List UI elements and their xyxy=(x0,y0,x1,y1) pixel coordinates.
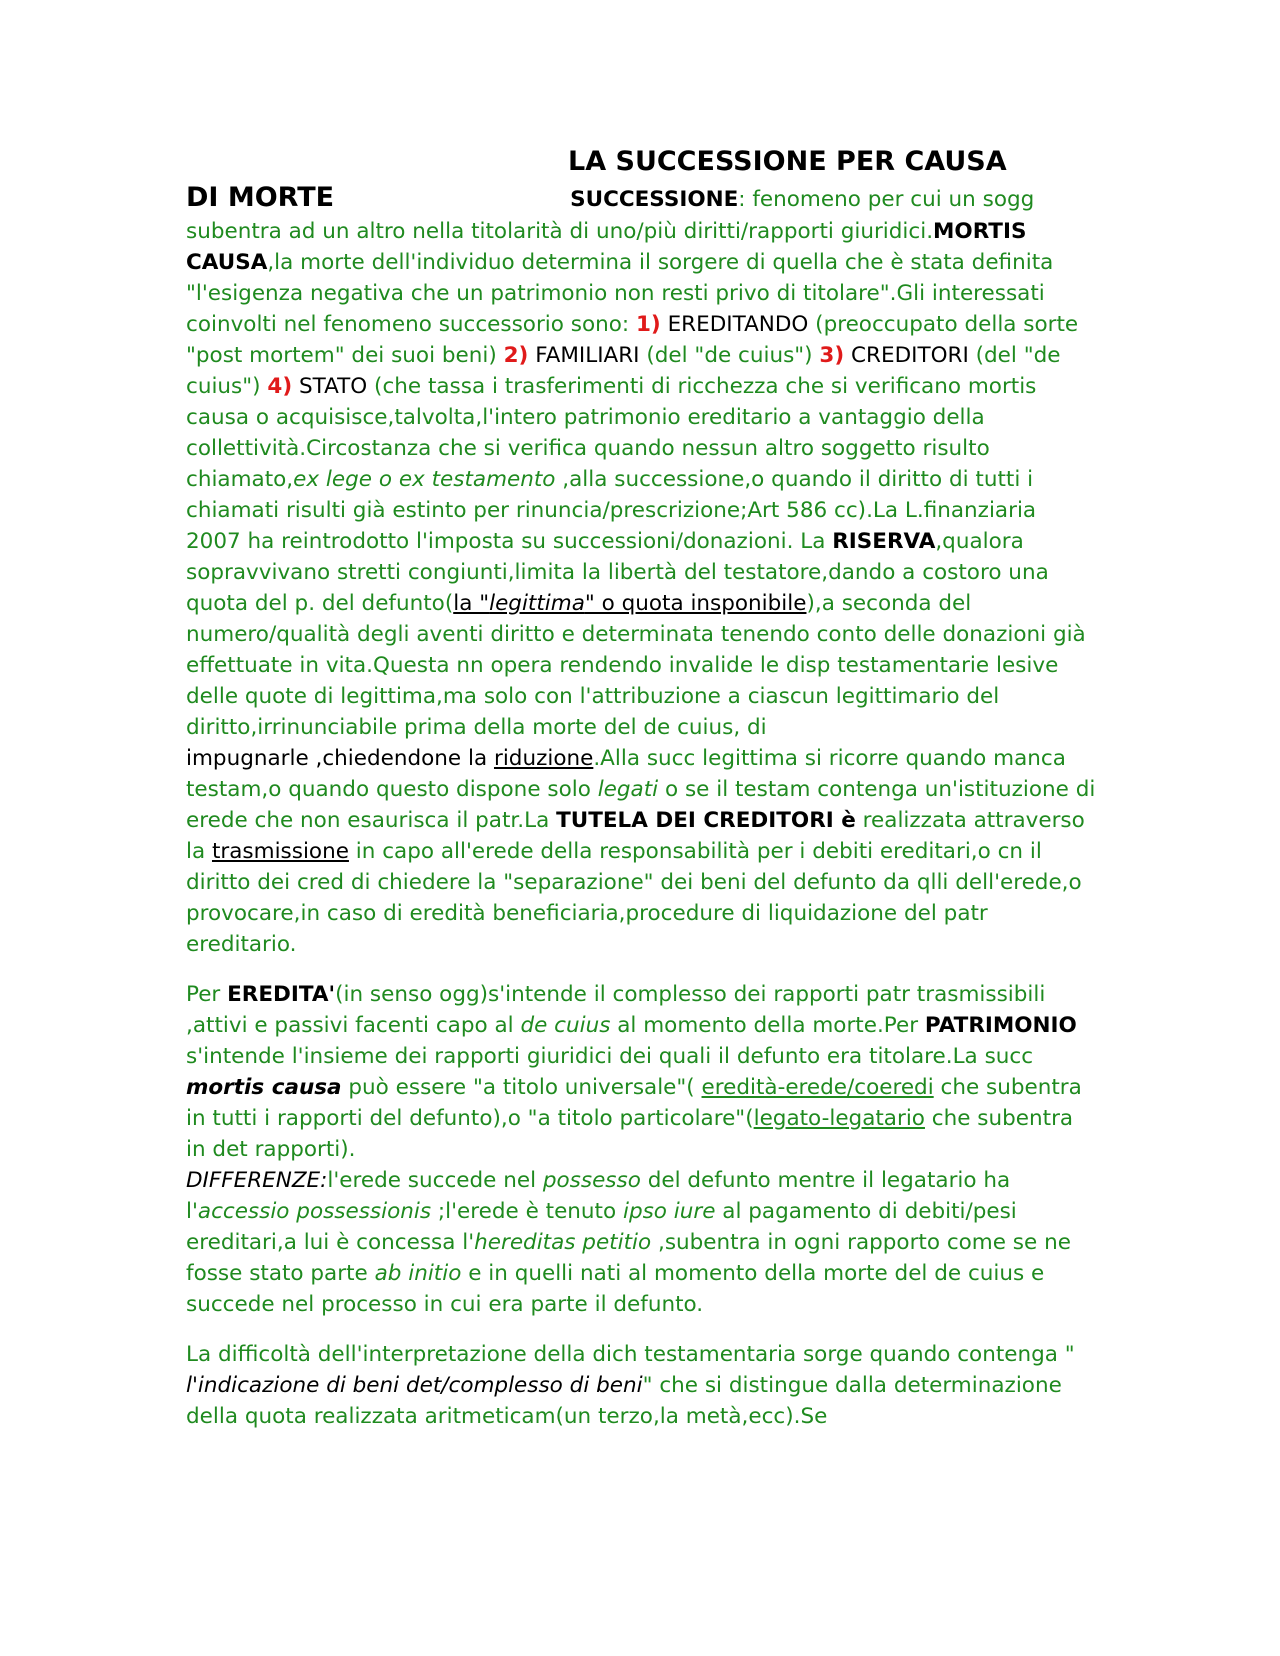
term-successione: SUCCESSIONE xyxy=(570,187,739,212)
title-part-2: DI MORTE xyxy=(186,182,335,213)
paragraph-intro: LA SUCCESSIONE PER CAUSA DI MORTE SUCCESSIONE: fenomeno per cui un sogg subentra ad un altro nella titolarità di uno/più diritti/rapporti giuridici.MORTIS CAUSA,la morte dell'individuo determina il sorgere di quella che è stata definita "l'esigenza negativa che un patrimonio non resti privo di titolare".Gli interessati coinvolti nel fenomeno successorio sono: 1) EREDITANDO (preoccupato della sorte "post mortem" dei suoi beni) 2) FAMILIARI (del "de cuius") 3) CREDITORI (del "de cuius") 4) STATO (che tassa i trasferimenti di ricchezza che si verificano mortis causa o acquisisce,talvolta,l'intero patrimonio ereditario a vantaggio della collettività.Circostanza che si verifica quando nessun altro soggetto risulto chiamato,ex lege o ex testamento ,alla successione,o quando il diritto di tutti i chiamati risulti già estinto per rinuncia/prescrizione;Art 586 cc).La L.finanziaria 2007 ha reintrodotto l'imposta su successioni/donazioni. La RISERVA,qualora sopravvivano stretti congiunti,limita la libertà del testatore,dando a costoro una quota del p. del defunto(la "legittima" o quota insponibile),a seconda del numero/qualità degli aventi diritto e determinata tenendo conto delle donazioni già effettuate in vita.Questa nn opera rendendo invalide le disp testamentarie lesive delle quote di legittima,ma solo con l'attribuzione a ciascun legittimario del diritto,irrinunciabile prima della morte del de cuius, di impugnarle ,chiedendone la riduzione.Alla succ legittima si ricorre quando manca testam,o quando questo dispone solo legati o se il testam contenga un'istituzione di erede che non esaurisca il patr.La TUTELA DEI CREDITORI è realizzata attraverso la trasmissione in capo all'erede della responsabilità per i debiti ereditari,o cn il diritto dei cred di chiedere la "separazione" dei beni del defunto da qlli dell'erede,o provocare,in caso di eredità beneficiaria,procedure di liquidazione del patr ereditario. xyxy=(186,146,1096,957)
list-number-4: 4) xyxy=(267,374,293,399)
term-differenze: DIFFERENZE: xyxy=(186,1168,328,1193)
term-tutela-creditori: TUTELA DEI CREDITORI è xyxy=(556,808,856,833)
paragraph-interpretazione: La difficoltà dell'interpretazione della dich testamentaria sorge quando contenga " l'indicazione di beni det/complesso di beni" che si distingue dalla determinazione della quota realizzata aritmeticam(un terzo,la metà,ecc).Se xyxy=(186,1342,1075,1429)
title-part-1: LA SUCCESSIONE PER CAUSA xyxy=(568,146,1007,177)
document-body xyxy=(186,144,1096,1432)
term-mortis-causa: MORTIS CAUSA xyxy=(186,219,1027,275)
list-number-1: 1) xyxy=(635,312,661,337)
paragraph-eredita: Per EREDITA'(in senso ogg)s'intende il complesso dei rapporti patr trasmissibili ,attivi e passivi facenti capo al de cuius al momento della morte.Per PATRIMONIO s'intende l'insieme dei rapporti giuridici dei quali il defunto era titolare.La succ mortis causa può essere "a titolo universale"( eredità-erede/coeredi che subentra in tutti i rapporti del defunto),o "a titolo particolare"(legato-legatario che subentra in det rapporti). DIFFERENZE:l'erede succede nel possesso del defunto mentre il legatario ha l'accessio possessionis ;l'erede è tenuto ipso iure al pagamento di debiti/pesi ereditari,a lui è concessa l'hereditas petitio ,subentra in ogni rapporto come se ne fosse stato parte ab initio e in quelli nati al momento della morte del de cuius e succede nel processo in cui era parte il defunto. xyxy=(186,982,1082,1317)
term-eredita: EREDITA' xyxy=(227,982,336,1007)
list-number-2: 2) xyxy=(503,343,529,368)
list-number-3: 3) xyxy=(819,343,845,368)
term-riserva: RISERVA xyxy=(832,529,936,554)
term-patrimonio: PATRIMONIO xyxy=(924,1013,1077,1038)
